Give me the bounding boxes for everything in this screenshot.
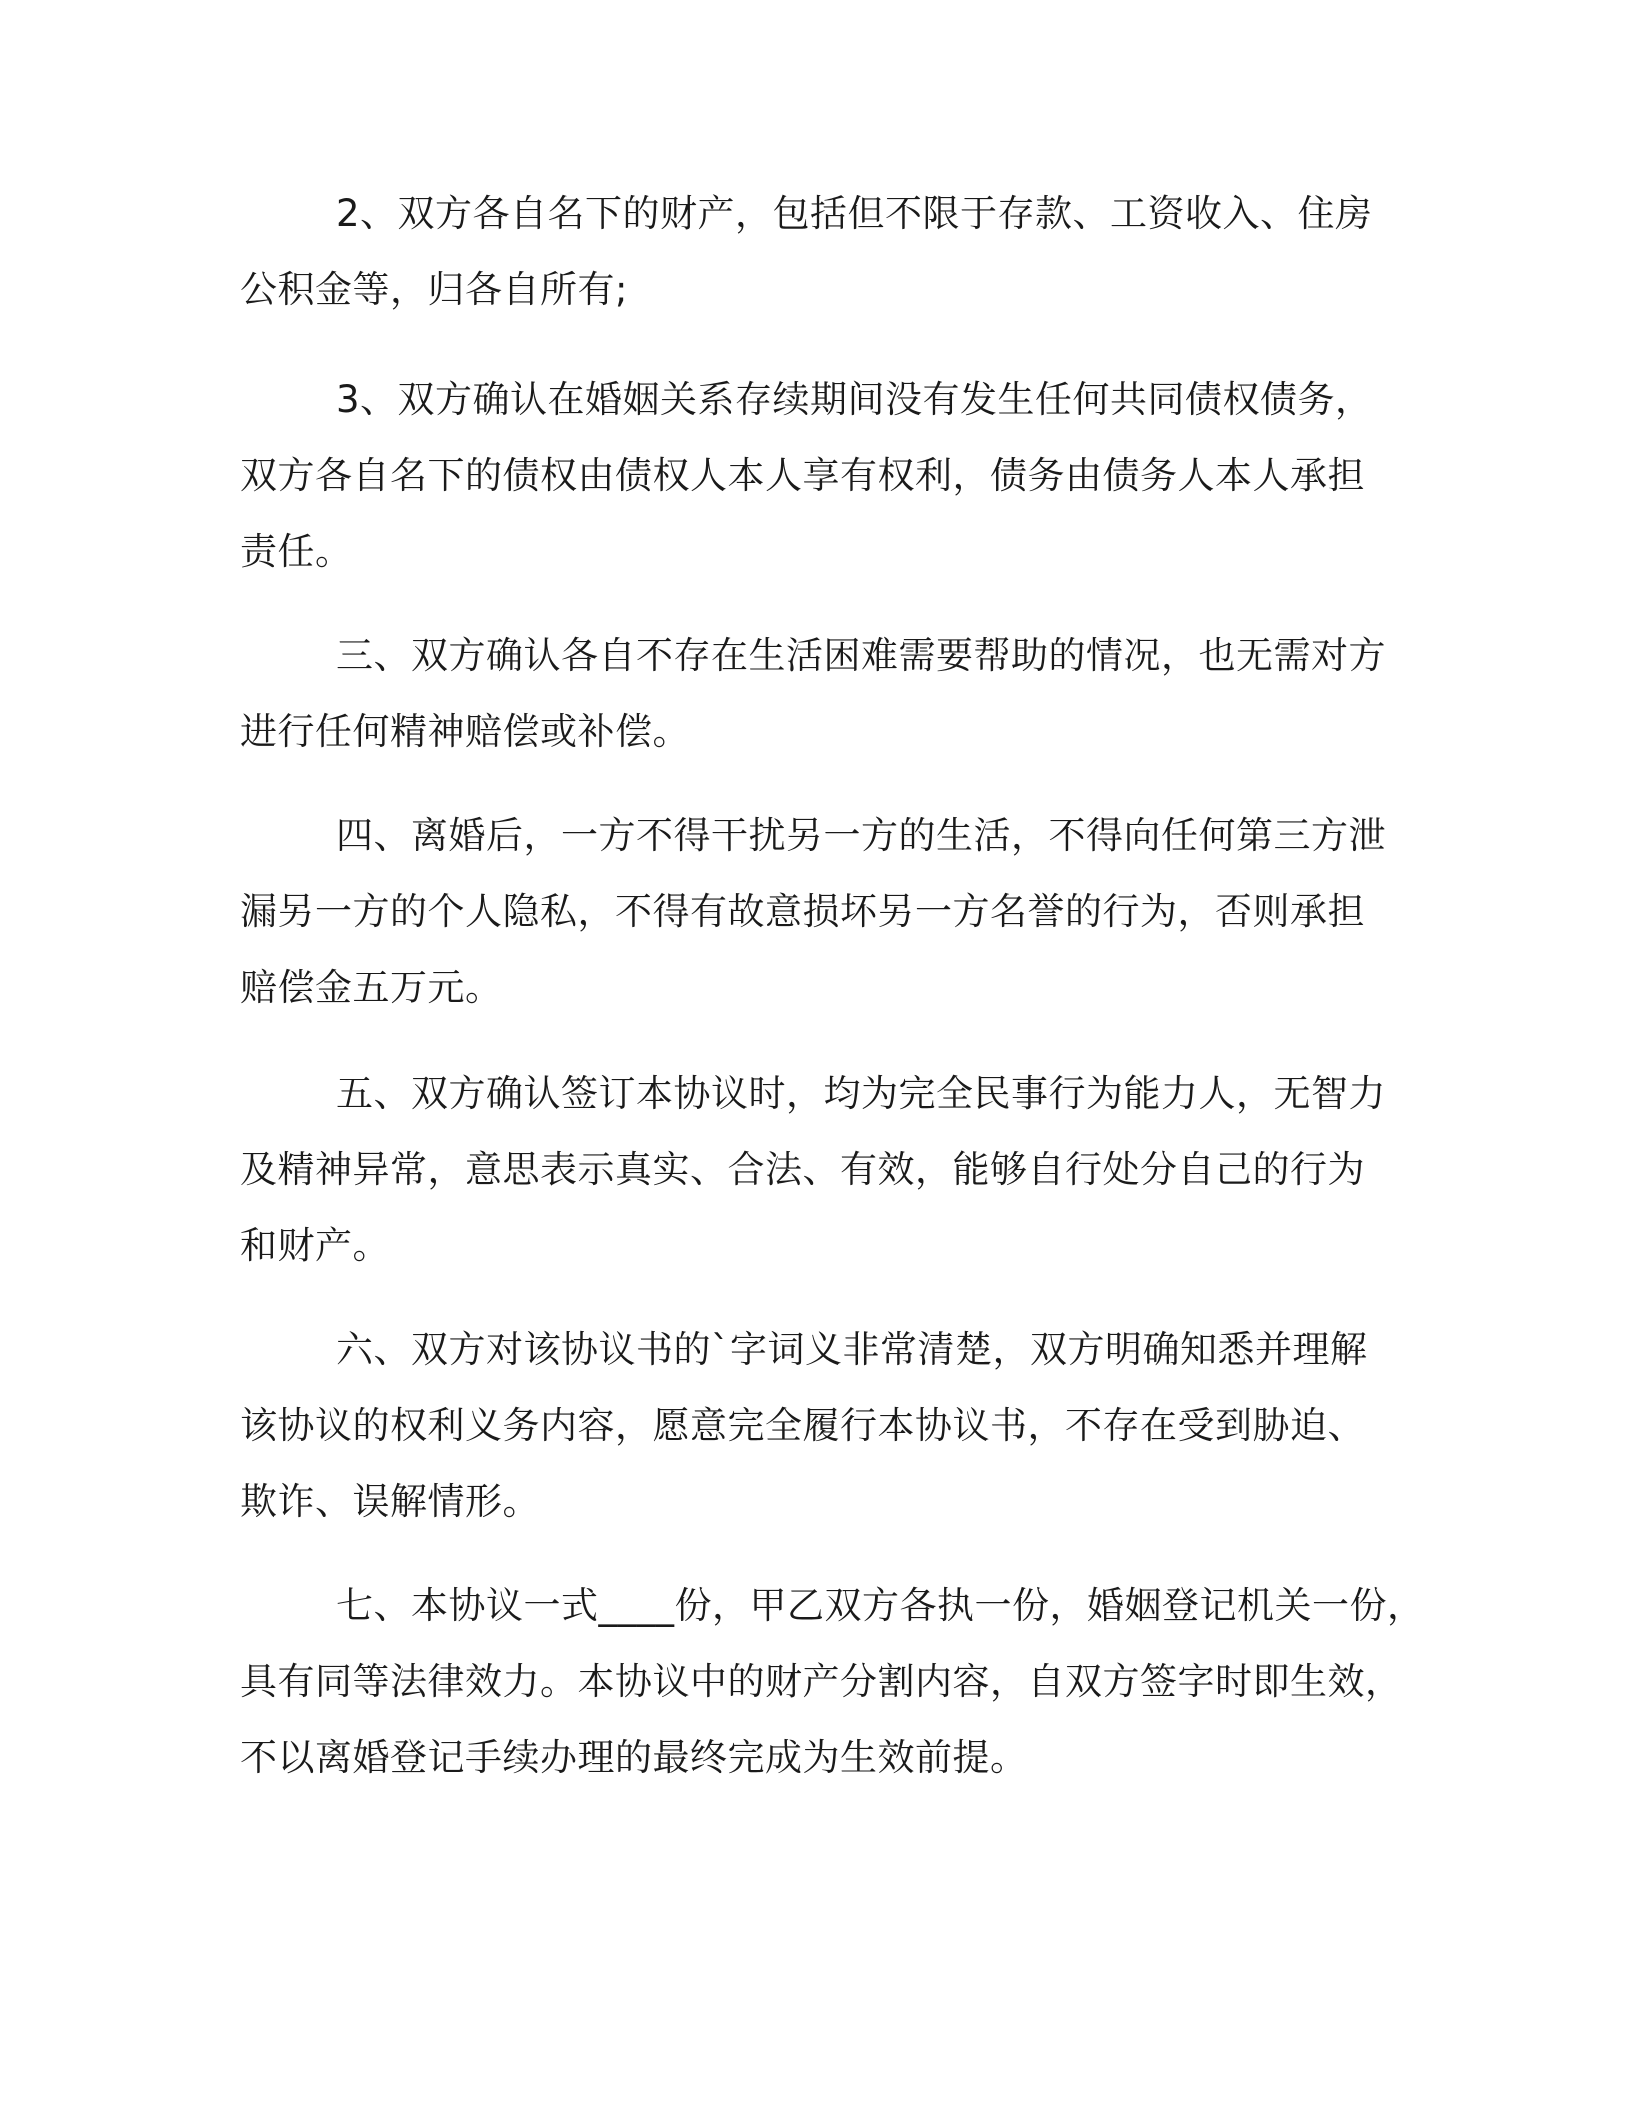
paragraph-line: 四、离婚后，一方不得干扰另一方的生活，不得向任何第三方泄 [336, 814, 1386, 857]
paragraph-section-five [240, 1056, 1410, 1284]
paragraph-line: 七、本协议一式____份，甲乙双方各执一份，婚姻登记机关一份， [336, 1584, 1425, 1627]
paragraph-section-six [240, 1312, 1410, 1540]
paragraph-section-four [240, 798, 1410, 1026]
paragraph-line: 六、双方对该协议书的`字词义非常清楚，双方明确知悉并理解 [336, 1328, 1368, 1371]
paragraph-section-seven [240, 1568, 1425, 1796]
paragraph-2 [240, 176, 1410, 328]
paragraph-line: 该协议的权利义务内容，愿意完全履行本协议书，不存在受到胁迫、 [240, 1404, 1365, 1447]
paragraph-line: 双方各自名下的债权由债权人本人享有权利，债务由债务人本人承担 [240, 454, 1365, 497]
paragraph-line: 五、双方确认签订本协议时，均为完全民事行为能力人，无智力 [336, 1072, 1386, 1115]
paragraph-line: 3、双方确认在婚姻关系存续期间没有发生任何共同债权债务， [336, 378, 1373, 421]
paragraph-line: 和财产。 [240, 1224, 390, 1267]
paragraph-line: 具有同等法律效力。本协议中的财产分割内容，自双方签字时即生效， [240, 1660, 1403, 1703]
paragraph-line: 三、双方确认各自不存在生活困难需要帮助的情况，也无需对方 [336, 634, 1386, 677]
paragraph-line: 赔偿金五万元。 [240, 966, 503, 1009]
paragraph-section-three [240, 618, 1410, 770]
paragraph-line: 及精神异常，意思表示真实、合法、有效，能够自行处分自己的行为 [240, 1148, 1365, 1191]
paragraph-line: 2、双方各自名下的财产，包括但不限于存款、工资收入、住房 [336, 192, 1373, 235]
paragraph-line: 责任。 [240, 530, 353, 573]
paragraph-line: 欺诈、误解情形。 [240, 1480, 540, 1523]
paragraph-3 [240, 362, 1410, 590]
paragraph-line: 公积金等，归各自所有; [240, 268, 628, 311]
paragraph-line: 不以离婚登记手续办理的最终完成为生效前提。 [240, 1736, 1028, 1779]
paragraph-line: 进行任何精神赔偿或补偿。 [240, 710, 690, 753]
paragraph-line: 漏另一方的个人隐私，不得有故意损坏另一方名誉的行为，否则承担 [240, 890, 1365, 933]
